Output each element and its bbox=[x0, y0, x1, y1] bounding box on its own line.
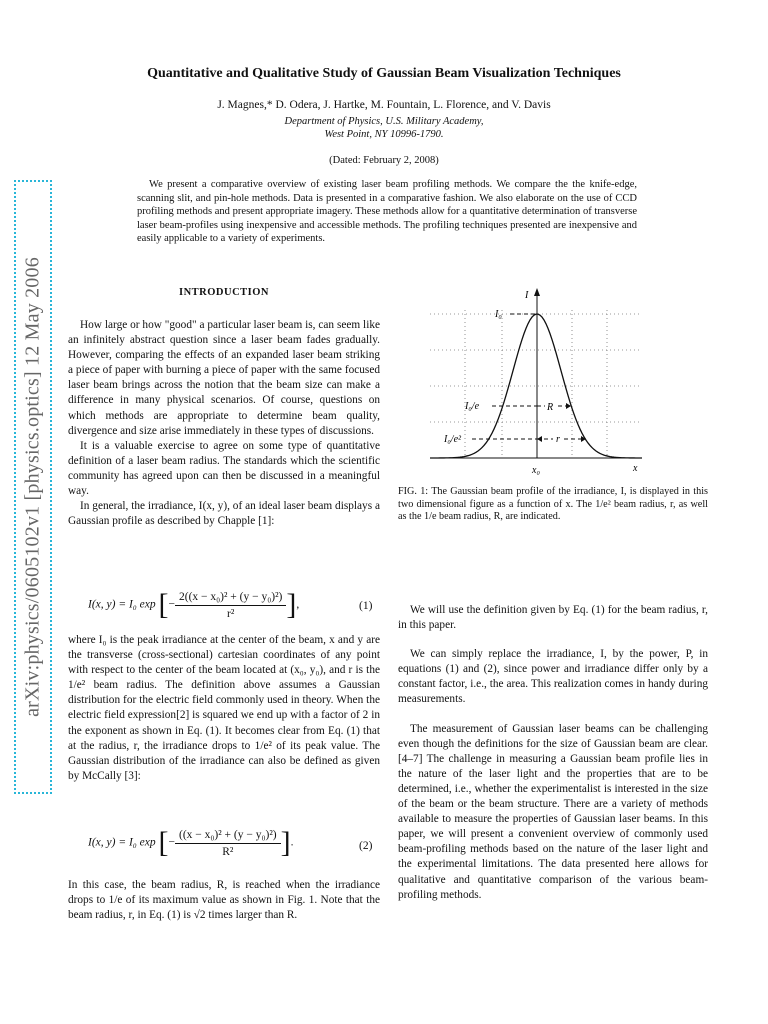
equation-2-fraction: $\frac{\text{((x − x₀)² + (y − y₀)²)}}{\text{R²}}$ bbox=[175, 829, 281, 858]
y-axis-label: I bbox=[525, 290, 529, 301]
peak-label: I₀ bbox=[495, 309, 502, 320]
one-over-e-label: I₀/e bbox=[465, 401, 480, 412]
figure-caption: FIG. 1: The Gaussian beam profile of the irradiance, I, is displayed in this two dimensional figure as a function of x. The 1/e² beam radius, r, as well as the 1/e beam radius, R, are indicated. bbox=[398, 486, 708, 523]
intro-paragraph-3: In general, the irradiance, I(x, y), of an ideal laser beam displays a Gaussian profile as described by Chapple [1]: bbox=[68, 500, 380, 528]
abstract: We present a comparative overview of existing laser beam profiling methods. We compare the the knife-edge, scanning slit, and pin-hole methods. Data is presented in a comparative fashion. We also elaborate on the use of CCD profiling methods and present appropriate imagery. These methods allow for a quantitative determination of transverse laser beam-profiles using inexpensive and accessible methods. The profiling techniques presented are inexpensive and easily applicable to a variety of experiments. bbox=[137, 179, 637, 245]
equation-2-number: (2) bbox=[359, 840, 373, 852]
r-arrowtail bbox=[537, 436, 542, 442]
equation-1-number: (1) bbox=[359, 600, 373, 612]
r-label: r bbox=[556, 434, 560, 445]
section-heading-introduction: INTRODUCTION bbox=[178, 287, 269, 298]
intro-paragraph-5: In this case, the beam radius, R, is reached when the irradiance drops to 1/e of its maximum value as shown in Fig. 1. Note that the beam radius, r, in Eq. (1) is √2 times larger than R. bbox=[68, 879, 380, 922]
left-column-bottom bbox=[68, 878, 380, 923]
x-axis-label: x bbox=[633, 463, 638, 474]
author-list: J. Magnes,* D. Odera, J. Hartke, M. Fountain, L. Florence, and V. Davis bbox=[217, 99, 551, 111]
one-over-e2-label: I₀/e² bbox=[444, 434, 462, 445]
left-column-middle bbox=[68, 633, 380, 784]
right-paragraph-1: We will use the definition given by Eq. (1) for the beam radius, r, in this paper. bbox=[398, 604, 708, 632]
date-line: (Dated: February 2, 2008) bbox=[329, 155, 439, 166]
right-column bbox=[398, 603, 708, 903]
intro-paragraph-1: How large or how "good" a particular laser beam is, can seem like an infinitely abstract question since a laser beam fades gradually. However, comparing the effects of an expanded laser beam striking a piece of paper with burning a piece of paper with the same focused laser beam brings across the notion that the beam size can make a difference in many physical scenarios. Of course, questions on which methods are appropriate to determine beam quality, divergence and size arise immediately in these types of discussions. bbox=[68, 319, 380, 437]
x0-label: x₀ bbox=[532, 465, 540, 476]
equation-2-lhs: I(x, y) = I₀ exp bbox=[88, 836, 156, 849]
affiliation-line-1: Department of Physics, U.S. Military Academy, bbox=[284, 116, 484, 127]
equation-1-fraction: $\frac{\text{2((x − x₀)² + (y − y₀)²)}}{\text{r²}}$ bbox=[175, 591, 286, 620]
affiliation bbox=[0, 115, 768, 141]
right-paragraph-3: The measurement of Gaussian laser beams can be challenging even though the definitions for the size of Gaussian beam are clear.[4–7] The challenge in measuring a Gaussian beam profile lies in the nature of the laser light and the properties that are to be determined, i.e., whether the experimentalist is interested in the size of the beam or the beam structure. There are a variety of methods available to measure the properties of Gaussian laser beams. In this paper, we will present a convenient overview of commonly used beam-profiling methods based on the nature of the laser light and the experimental limitations. The data presented here allows for qualitative and quantitative comparison of the various beam-profiling methods. bbox=[398, 722, 708, 901]
figure-grid bbox=[430, 310, 642, 458]
equation-2: I(x, y) = I₀ exp [− $\frac{\text{((x − x₀)² + (y − y₀)²)}}{\text{R²}}$ ]. bbox=[88, 826, 294, 859]
left-column-top bbox=[68, 318, 380, 529]
intro-paragraph-2: It is a valuable exercise to agree on some type of quantitative definition of a laser beam radius. The standards which the scientific community has agreed upon can then be discussed in a meaningful way. bbox=[68, 439, 380, 498]
right-paragraph-2: We can simply replace the irradiance, I, by the power, P, in equations (1) and (2), since power and irradiance differ only by a constant factor, i.e., the area. This realization comes in handy during measurements. bbox=[398, 648, 708, 706]
equation-1: I(x, y) = I₀ exp [− $\frac{\text{2((x − x₀)² + (y − y₀)²)}}{\text{r²}}$ ], bbox=[88, 588, 300, 621]
y-axis-arrow bbox=[534, 288, 540, 296]
paper-title: Quantitative and Qualitative Study of Gaussian Beam Visualization Techniques bbox=[147, 66, 621, 81]
equation-1-lhs: I(x, y) = I₀ exp bbox=[88, 598, 156, 611]
affiliation-line-2: West Point, NY 10996-1790. bbox=[324, 129, 444, 140]
arxiv-stamp bbox=[14, 180, 52, 794]
gaussian-profile-figure bbox=[420, 282, 660, 478]
arxiv-identifier: arXiv:physics/0605102v1 [physics.optics] 12 May 2006 bbox=[21, 257, 44, 717]
intro-paragraph-4: where I₀ is the peak irradiance at the center of the beam, x and y are the transverse (cross-sectional) cartesian coordinates of any point with respect to the center of the beam located at (x₀, y₀), and r is the 1/e² beam radius. The definition above assumes a Gaussian distribution for the electric field commonly used in theory. When the electric field expression[2] is squared we end up with a factor of 2 in the exponent as shown in Eq. (1). It becomes clear from Eq. (1) that at the radius, r, the irradiance drops to 1/e² of its peak value. The Gaussian distribution of the irradiance can also be defined as given by McCally [3]: bbox=[68, 634, 380, 782]
R-label: R bbox=[547, 402, 554, 413]
